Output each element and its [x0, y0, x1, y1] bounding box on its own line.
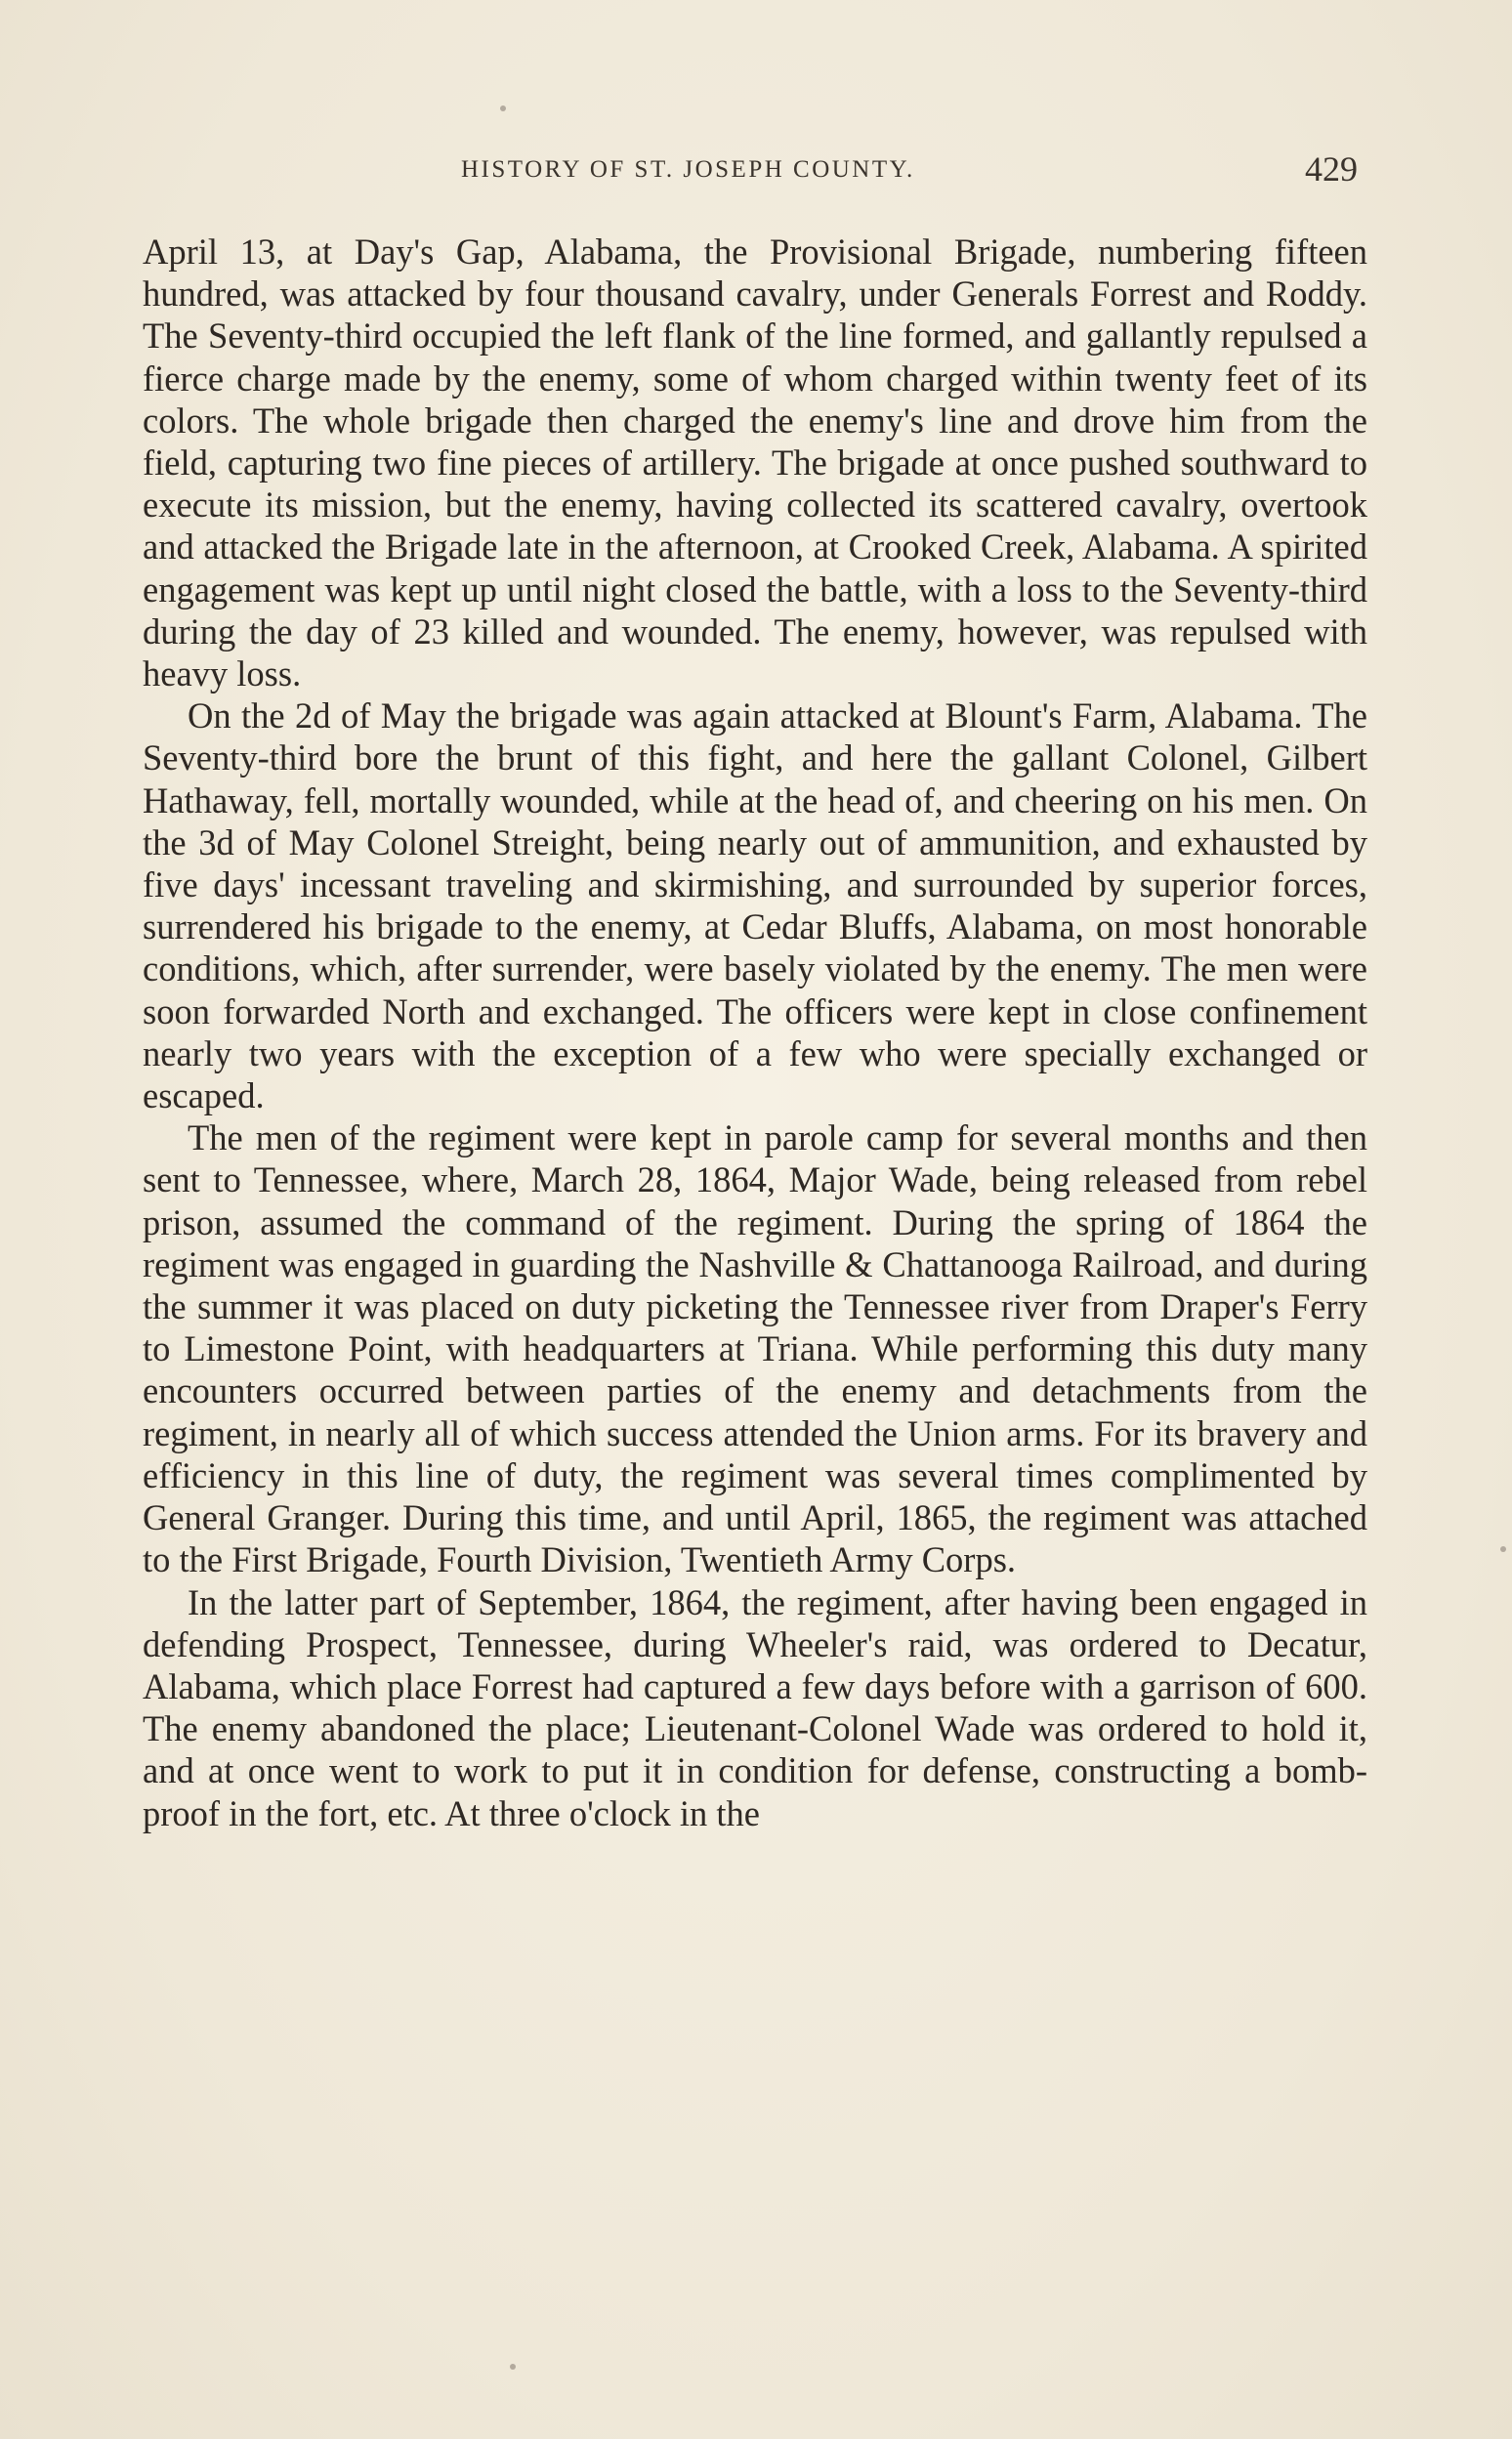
paper-speck-bottom: [510, 2364, 516, 2370]
running-head: HISTORY OF ST. JOSEPH COUNTY.: [461, 156, 915, 183]
body-text: [143, 231, 1367, 1834]
paragraph-3: The men of the regiment were kept in parole camp for several months and then sent to Tennessee, where, March 28, 1864, Major Wade, being released from rebel prison, assumed the command of the regiment. During the spring of 1864 the regiment was engaged in guarding the Nashville & Chattanooga Railroad, and during the summer it was placed on duty picketing the Tennessee river from Draper's Ferry to Limestone Point, with headquarters at Triana. While performing this duty many encounters occurred between parties of the enemy and detachments from the regiment, in nearly all of which success attended the Union arms. For its bravery and efficiency in this line of duty, the regiment was several times complimented by General Granger. During this time, and until April, 1865, the regiment was attached to the First Brigade, Fourth Division, Twentieth Army Corps.: [143, 1117, 1367, 1580]
paragraph-2: On the 2d of May the brigade was again attacked at Blount's Farm, Alabama. The Seventy-third bore the brunt of this fight, and here the gallant Colonel, Gilbert Hathaway, fell, mortally wounded, while at the head of, and cheering on his men. On the 3d of May Colonel Streight, being nearly out of ammunition, and exhausted by five days' incessant traveling and skirmishing, and surrounded by superior forces, surrendered his brigade to the enemy, at Cedar Bluffs, Alabama, on most honorable conditions, which, after surrender, were basely violated by the enemy. The men were soon forwarded North and exchanged. The officers were kept in close confinement nearly two years with the exception of a few who were specially exchanged or escaped.: [143, 695, 1367, 1116]
paper-speck-right: [1500, 1546, 1506, 1552]
paragraph-4: In the latter part of September, 1864, the regiment, after having been engaged in defending Prospect, Tennessee, during Wheeler's raid, was ordered to Decatur, Alabama, which place Forrest had captured a few days before with a garrison of 600. The enemy abandoned the place; Lieutenant-Colonel Wade was ordered to hold it, and at once went to work to put it in condition for defense, constructing a bomb-proof in the fort, etc. At three o'clock in the: [143, 1581, 1367, 1833]
page-number: 429: [1305, 149, 1358, 189]
paper-speck-top: [500, 105, 506, 111]
paragraph-1: April 13, at Day's Gap, Alabama, the Provisional Brigade, numbering fifteen hundred, was attacked by four thousand cavalry, under Generals Forrest and Roddy. The Seventy-third occupied the left flank of the line formed, and gallantly repulsed a fierce charge made by the enemy, some of whom charged within twenty feet of its colors. The whole brigade then charged the enemy's line and drove him from the field, capturing two fine pieces of artillery. The brigade at once pushed southward to execute its mission, but the enemy, having collected its scattered cavalry, overtook and attacked the Brigade late in the afternoon, at Crooked Creek, Alabama. A spirited engagement was kept up until night closed the battle, with a loss to the Seventy-third during the day of 23 killed and wounded. The enemy, however, was repulsed with heavy loss.: [143, 231, 1367, 694]
